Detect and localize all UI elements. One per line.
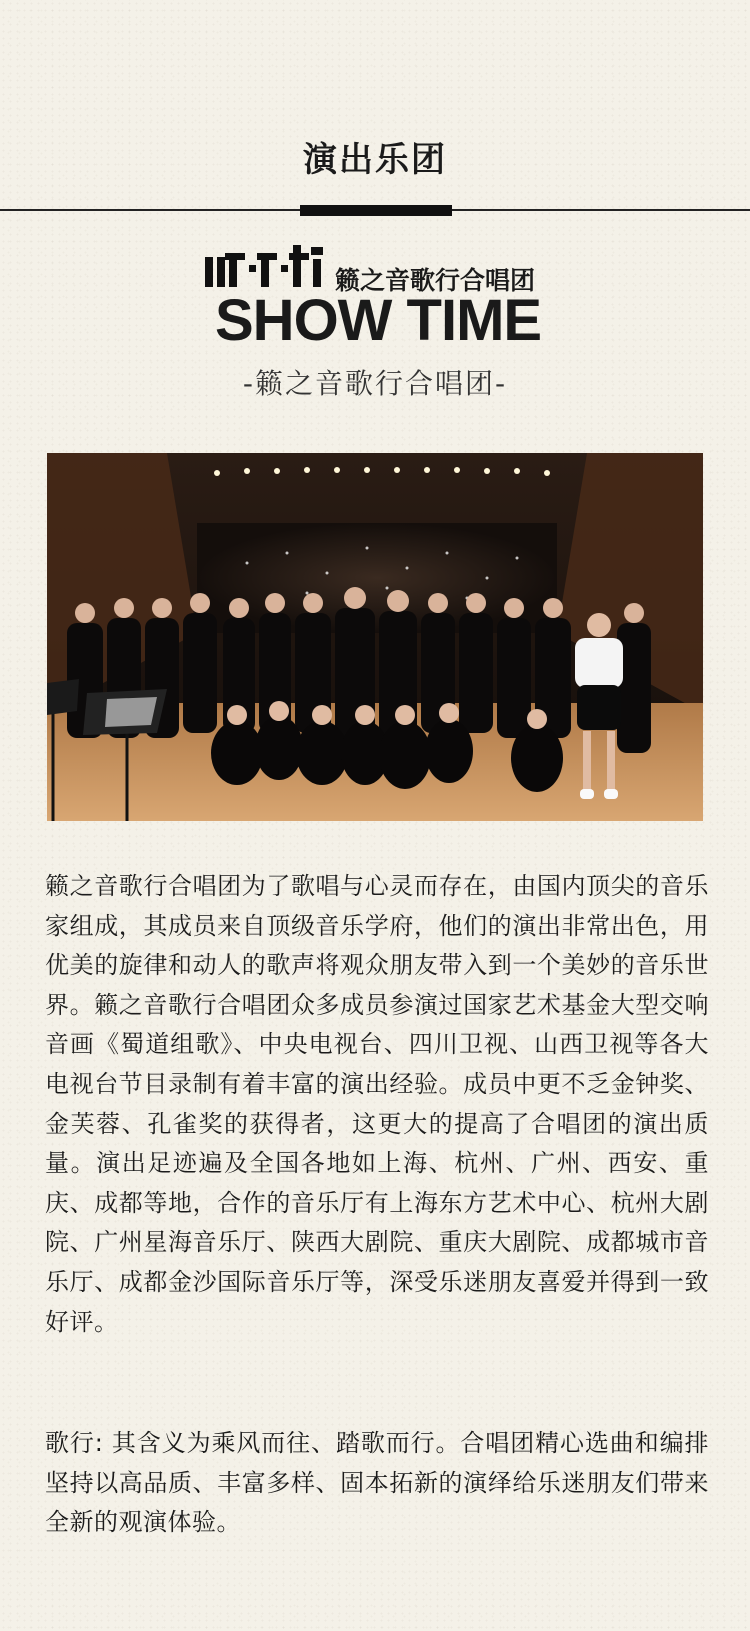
choir-subtitle: -籁之音歌行合唱团-	[242, 367, 508, 400]
intro-paragraph	[45, 867, 709, 1342]
choir-logo	[205, 245, 550, 353]
choir-group-photo	[47, 453, 703, 821]
section-title: 演出乐团	[303, 140, 447, 180]
meaning-paragraph-text: 歌行: 其含义为乘风而往、踏歌而行。合唱团精心选曲和编排坚持以高品质、丰富多样、固本拓新的演绎给乐迷朋友们带来全新的观演体验。	[45, 1429, 709, 1537]
title-accent-bar	[300, 205, 452, 216]
logo-chinese-name: 籁之音歌行合唱团	[335, 266, 536, 295]
logo-mark-icon	[205, 245, 333, 293]
stage-photo-image	[47, 453, 703, 821]
intro-paragraph-text: 籁之音歌行合唱团为了歌唱与心灵而存在，由国内顶尖的音乐家组成，其成员来自顶级音乐学府，他们的演出非常出色，用优美的旋律和动人的歌声将观众朋友带入到一个美妙的音乐世界。籁之音歌行合唱团众多成员参演过国家艺术基金大型交响音画《蜀道组歌》、中央电视台、四川卫视、山西卫视等各大电视台节目录制有着丰富的演出经验。成员中更不乏金钟奖、金芙蓉、孔雀奖的获得者，这更大的提高了合唱团的演出质量。演出足迹遍及全国各地如上海、杭州、广州、西安、重庆、成都等地，合作的音乐厅有上海东方艺术中心、杭州大剧院、广州星海音乐厅、陕西大剧院、重庆大剧院、成都城市音乐厅、成都金沙国际音乐厅等，深受乐迷朋友喜爱并得到一致好评。	[45, 872, 709, 1336]
meaning-paragraph	[45, 1424, 709, 1543]
logo-english-name: SHOW TIME	[215, 288, 542, 353]
